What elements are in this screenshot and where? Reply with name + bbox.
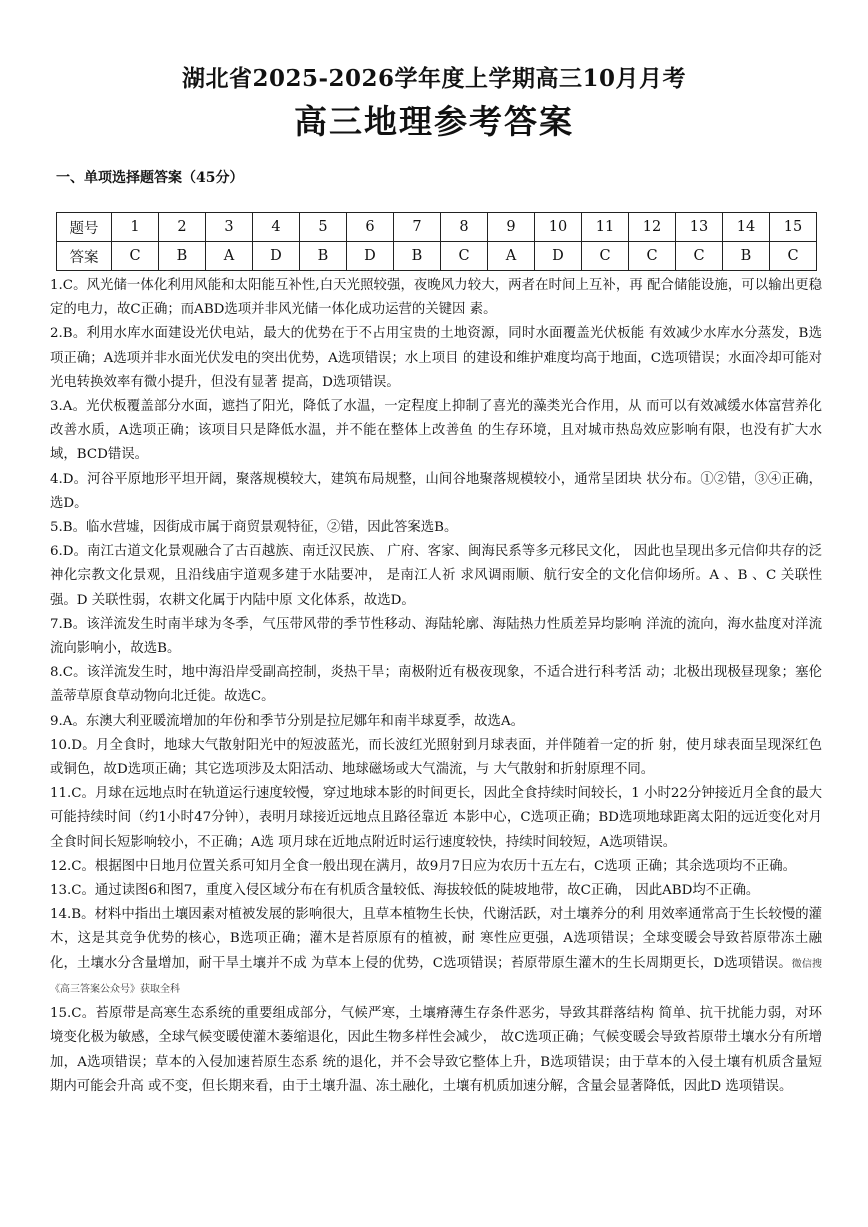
question-number: 1 [112,213,159,242]
answer-cell: C [112,242,159,271]
answer-cell: D [253,242,300,271]
answer-cell: C [770,242,817,271]
question-number: 6 [347,213,394,242]
answer-cell: B [300,242,347,271]
question-number: 4 [253,213,300,242]
explanation-item: 10.D。月全食时，地球大气散射阳光中的短波蓝光，而长波红光照射到月球表面，并伴随着一定的折 射，使月球表面呈现深红色或铜色，故D选项正确；其它选项涉及太阳活动、地球磁场或大气湍流，与 大气散射和折射原理不同。 [50,737,822,778]
explanation-item: 3.A。光伏板覆盖部分水面，遮挡了阳光，降低了水温，一定程度上抑制了喜光的藻类光合作用，从 而可以有效减缓水体富营养化改善水质，A选项正确；该项目只是降低水温，并不能在整体上改善鱼 的生存环境，且对城市热岛效应影响有限，也没有扩大水域，BCD错误。 [50,399,822,463]
question-number: 13 [676,213,723,242]
page-title: 高三地理参考答案 [294,102,574,141]
answer-cell: C [582,242,629,271]
explanation-item: 15.C。苔原带是高寒生态系统的重要组成部分，气候严寒，土壤瘠薄生存条件恶劣，导致其群落结构 简单、抗干扰能力弱，对环境变化极为敏感，全球气候变暖使灌木萎缩退化，因此生物多样性会减少， 故C选项正确；气候变暖会导致苔原带土壤水分有所增加，A选项错误；草本的入侵加速苔原生态系 统的退化，并不会导致它整体上升，B选项错误；由于草本的入侵土壤有机质含量短期内可能会升高 或不变，但长期来看，由于土壤升温、冻土融化，土壤有机质加速分解，含量会显著降低，因此D 选项错误。 [50,1006,822,1094]
question-number: 12 [629,213,676,242]
answer-cell: C [676,242,723,271]
explanation-list [50,274,822,1099]
question-number: 10 [535,213,582,242]
answer-cell: B [723,242,770,271]
explanation-item: 8.C。该洋流发生时，地中海沿岸受副高控制，炎热干旱；南极附近有极夜现象，不适合进行科考活 动；北极出现极昼现象；塞伦盖蒂草原食草动物向北迁徙。故选C。 [50,665,822,705]
explanation-item [50,903,822,1002]
explanation-item: 7.B。该洋流发生时南半球为冬季，气压带风带的季节性移动、海陆轮廓、海陆热力性质差异均影响 洋流的流向，海水盐度对洋流流向影响小，故选B。 [50,616,822,657]
answer-cell: A [206,242,253,271]
watermark-text: 微信搜《高三答案公众号》获取全科 [50,958,823,995]
question-number: 3 [206,213,253,242]
answer-row [57,242,817,271]
question-number: 9 [488,213,535,242]
answer-row-label: 答案 [57,242,112,271]
question-number-row [57,213,817,242]
exam-subtitle: 湖北省2025-2026学年度上学期高三10月月考 [181,65,687,92]
explanation-item: 9.A。东澳大利亚暖流增加的年份和季节分别是拉尼娜年和南半球夏季，故选A。 [50,713,525,729]
answer-cell: D [347,242,394,271]
answer-cell: C [629,242,676,271]
explanation-item: 13.C。通过读图6和图7，重度入侵区域分布在有机质含量较低、海拔较低的陡坡地带，故C正确， 因此ABD均不正确。 [50,883,760,899]
question-number: 5 [300,213,347,242]
explanation-item: 12.C。根据图中日地月位置关系可知月全食一般出现在满月，故9月7日应为农历十五左右，C选项 正确；其余选项均不正确。 [50,858,797,874]
explanation-item: 2.B。利用水库水面建设光伏电站，最大的优势在于不占用宝贵的土地资源，同时水面覆盖光伏板能 有效减少水库水分蒸发，B选项正确；A选项并非水面光伏发电的突出优势，A选项错误；水上项目 的建设和维护难度均高于地面，C选项错误；水面冷却可能对光电转换效率有微小提升，但没有显著 提高，D选项错误。 [50,326,822,390]
question-number: 2 [159,213,206,242]
question-number: 14 [723,213,770,242]
question-number: 7 [394,213,441,242]
answer-cell: B [159,242,206,271]
answer-cell: D [535,242,582,271]
explanation-item: 1.C。风光储一体化利用风能和太阳能互补性,白天光照较强，夜晚风力较大，两者在时间上互补，再 配合储能设施，可以输出更稳定的电力，故C正确；而ABD选项并非风光储一体化成功运营的关键因 素。 [50,278,822,318]
answer-cell: B [394,242,441,271]
answer-table [56,212,817,271]
question-number: 15 [770,213,817,242]
question-number: 11 [582,213,629,242]
question-number: 8 [441,213,488,242]
explanation-item: 5.B。临水营墟，因街成市属于商贸景观特征，②错，因此答案选B。 [50,520,458,536]
number-row-label: 题号 [57,213,112,242]
explanation-text: 14.B。材料中指出土壤因素对植被发展的影响很大，且草本植物生长快，代谢活跃，对土壤养分的利 用效率通常高于生长较慢的灌木，这是其竞争优势的核心，B选项正确；灌木是苔原原有的植被，耐 寒性应更强，A选项错误；全球变暖会导致苔原带冻土融化，土壤水分含量增加，耐干旱土壤并不成 为草本上侵的优势，C选项错误；苔原带原生灌木的生长周期更长，D选项错误。 [50,907,822,971]
section-heading: 一、单项选择题答案（45分） [56,170,244,186]
answer-cell: C [441,242,488,271]
explanation-item: 6.D。南江古道文化景观融合了古百越族、南迁汉民族、 广府、客家、闽海民系等多元移民文化， 因此也呈现出多元信仰共存的泛神化宗教文化景观，且沿线庙宇道观多建于水陆要冲， 是南江人祈 求风调雨顺、航行安全的文化信仰场所。A 、B 、C 关联性强。D 关联性弱，农耕文化属于内陆中原 文化体系，故选D。 [50,544,822,608]
answer-cell: A [488,242,535,271]
explanation-item: 4.D。河谷平原地形平坦开阔，聚落规模较大，建筑布局规整，山间谷地聚落规模较小，通常呈团块 状分布。①②错，③④正确，选D。 [50,471,822,511]
explanation-item: 11.C。月球在远地点时在轨道运行速度较慢，穿过地球本影的时间更长，因此全食持续时间较长，1 小时22分钟接近月全食的最大可能持续时间（约1小时47分钟），表明月球接近远地点且路径靠近 本影中心，C选项正确；BD选项地球距离太阳的远近变化对月全食时间长短影响较小，不正确；A选 项月球在近地点附近时运行速度较快，持续时间较短，A选项错误。 [50,786,822,850]
